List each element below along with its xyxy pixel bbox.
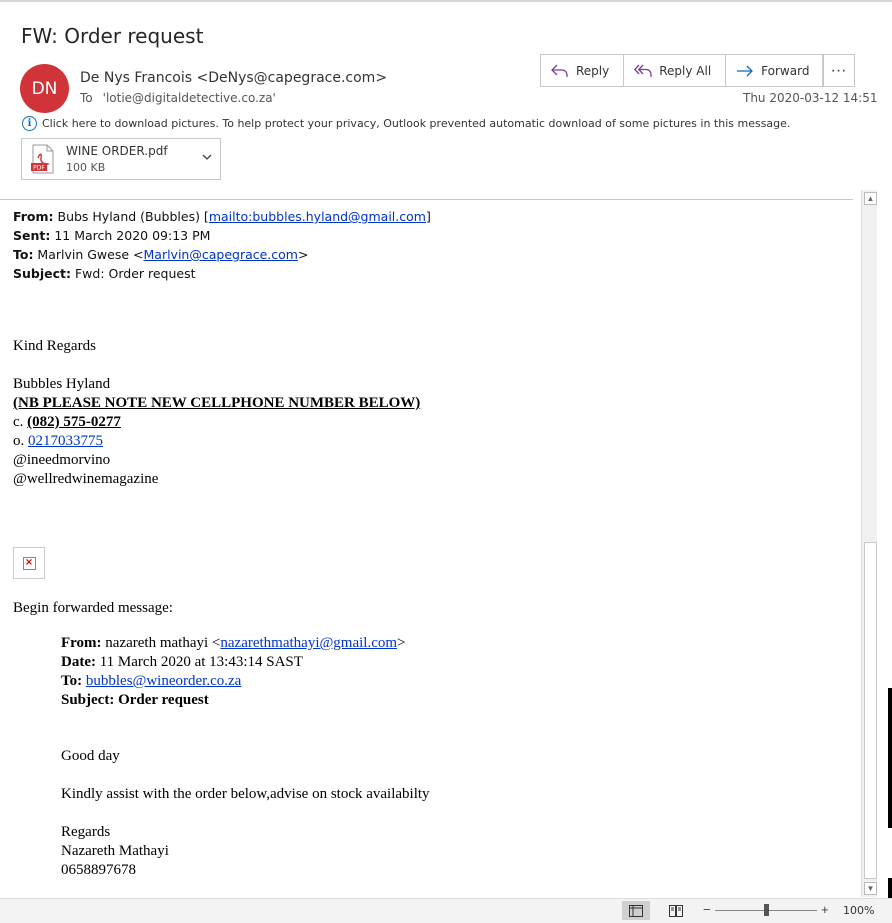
header-divider	[0, 199, 853, 200]
attachment-size: 100 KB	[66, 161, 106, 174]
message-body	[13, 207, 853, 880]
orig-to-line	[61, 672, 853, 691]
attachment-card[interactable]	[21, 138, 221, 180]
recipient-value[interactable]: 'lotie@digitaldetective.co.za'	[102, 91, 276, 105]
signature-handle-2: @wellredwinemagazine	[13, 471, 159, 487]
to-label: To	[80, 91, 93, 105]
orig-greeting: Good day	[61, 748, 120, 764]
orig-regards: Regards	[61, 824, 111, 840]
reading-view-button[interactable]	[662, 901, 690, 920]
zoom-in-button[interactable]: +	[821, 902, 829, 917]
zoom-percentage[interactable]: 100%	[843, 904, 875, 917]
orig-date-label: Date:	[61, 654, 96, 670]
download-pictures-infobar[interactable]	[22, 116, 790, 131]
recipient-line	[80, 91, 276, 105]
broken-image-icon: ×	[23, 557, 36, 570]
office-number-link[interactable]: 0217033775	[28, 433, 103, 449]
attachment-name: WINE ORDER.pdf	[66, 144, 168, 158]
orig-date-line	[61, 653, 853, 672]
orig-from-line	[61, 634, 853, 653]
reply-icon	[551, 64, 569, 78]
sent-timestamp: Thu 2020-03-12 14:51	[743, 91, 878, 105]
signature-office-line	[13, 432, 853, 451]
fwd-subject-line	[13, 264, 853, 283]
orig-from-close: >	[397, 635, 406, 651]
cell-prefix: c.	[13, 414, 28, 430]
orig-subject: Subject: Order request	[61, 692, 209, 708]
reading-view-icon	[669, 905, 683, 917]
normal-view-button[interactable]	[622, 901, 650, 920]
reply-button[interactable]	[541, 55, 624, 86]
signature-handle-1: @ineedmorvino	[13, 452, 111, 468]
reply-all-label: Reply All	[659, 63, 712, 78]
blocked-image-placeholder[interactable]	[13, 547, 45, 579]
fwd-to-line	[13, 245, 853, 264]
infobar-text: Click here to download pictures. To help protect your privacy, Outlook prevented automatic download of some pictures in this message.	[42, 117, 791, 130]
orig-sender-name: Nazareth Mathayi	[61, 843, 169, 859]
scroll-up-arrow-icon[interactable]: ▲	[864, 192, 877, 205]
fwd-from-close: ]	[425, 209, 431, 224]
orig-from-link[interactable]: nazarethmathayi@gmail.com	[220, 635, 398, 651]
reply-all-icon	[634, 64, 652, 78]
more-actions-button[interactable]: ···	[822, 54, 855, 87]
forward-icon	[736, 64, 754, 78]
side-pane-edge	[888, 688, 892, 828]
pdf-file-icon	[30, 144, 56, 174]
reply-label: Reply	[576, 63, 610, 78]
zoom-slider-thumb[interactable]	[764, 904, 769, 916]
vertical-scrollbar[interactable]	[861, 190, 877, 897]
zoom-out-button[interactable]: −	[703, 902, 711, 917]
fwd-from-name: Bubs Hyland (Bubbles) [	[53, 209, 209, 224]
scrollbar-thumb[interactable]	[864, 542, 877, 879]
forward-label: Forward	[761, 63, 810, 78]
svg-text:PDF: PDF	[33, 164, 45, 172]
forwarded-block	[61, 634, 853, 880]
attachment-info	[66, 144, 168, 174]
scroll-down-arrow-icon[interactable]: ▼	[864, 882, 877, 895]
signature-name: Bubbles Hyland	[13, 376, 111, 392]
office-prefix: o.	[13, 433, 28, 449]
orig-sender-phone: 0658897678	[61, 862, 136, 878]
forward-intro: Begin forwarded message:	[13, 600, 173, 616]
fwd-subject-label: Subject:	[13, 266, 71, 281]
chevron-down-icon[interactable]	[201, 151, 213, 163]
orig-date-value: 11 March 2020 at 13:43:14 SAST	[95, 654, 303, 670]
fwd-to-close: >	[297, 247, 309, 262]
kind-regards: Kind Regards	[13, 338, 96, 354]
cell-number: (082) 575-0277	[27, 414, 121, 430]
orig-body-line: Kindly assist with the order below,advise on stock availabilty	[61, 786, 430, 802]
fwd-from-link[interactable]: mailto:bubbles.hyland@gmail.com	[208, 209, 426, 224]
signature-note: (NB PLEASE NOTE NEW CELLPHONE NUMBER BELOW)	[13, 395, 421, 411]
sender-avatar[interactable]: DN	[20, 64, 69, 113]
orig-to-label: To:	[61, 673, 83, 689]
fwd-sent-value: 11 March 2020 09:13 PM	[50, 228, 211, 243]
response-buttons	[540, 54, 824, 87]
fwd-from-line	[13, 207, 853, 226]
email-subject: FW: Order request	[21, 24, 204, 48]
normal-view-icon	[629, 905, 643, 917]
fwd-to-link[interactable]: Marlvin@capegrace.com	[143, 247, 298, 262]
fwd-to-name: Marlvin Gwese <	[33, 247, 144, 262]
sender-display[interactable]: De Nys Francois <DeNys@capegrace.com>	[80, 70, 388, 86]
orig-from-name: nazareth mathayi <	[101, 635, 221, 651]
signature-cell-line	[13, 413, 853, 432]
fwd-to-label: To:	[13, 247, 34, 262]
reply-all-button[interactable]	[624, 55, 726, 86]
fwd-from-label: From:	[13, 209, 54, 224]
orig-to-link[interactable]: bubbles@wineorder.co.za	[85, 673, 242, 689]
fwd-subject-value: Fwd: Order request	[71, 266, 196, 281]
window-top-border	[0, 0, 892, 2]
info-icon: i	[22, 116, 37, 131]
orig-from-label: From:	[61, 635, 102, 651]
status-bar	[0, 898, 892, 923]
fwd-sent-label: Sent:	[13, 228, 51, 243]
fwd-sent-line	[13, 226, 853, 245]
orig-subject-line	[61, 691, 853, 710]
forward-button[interactable]	[726, 55, 823, 86]
